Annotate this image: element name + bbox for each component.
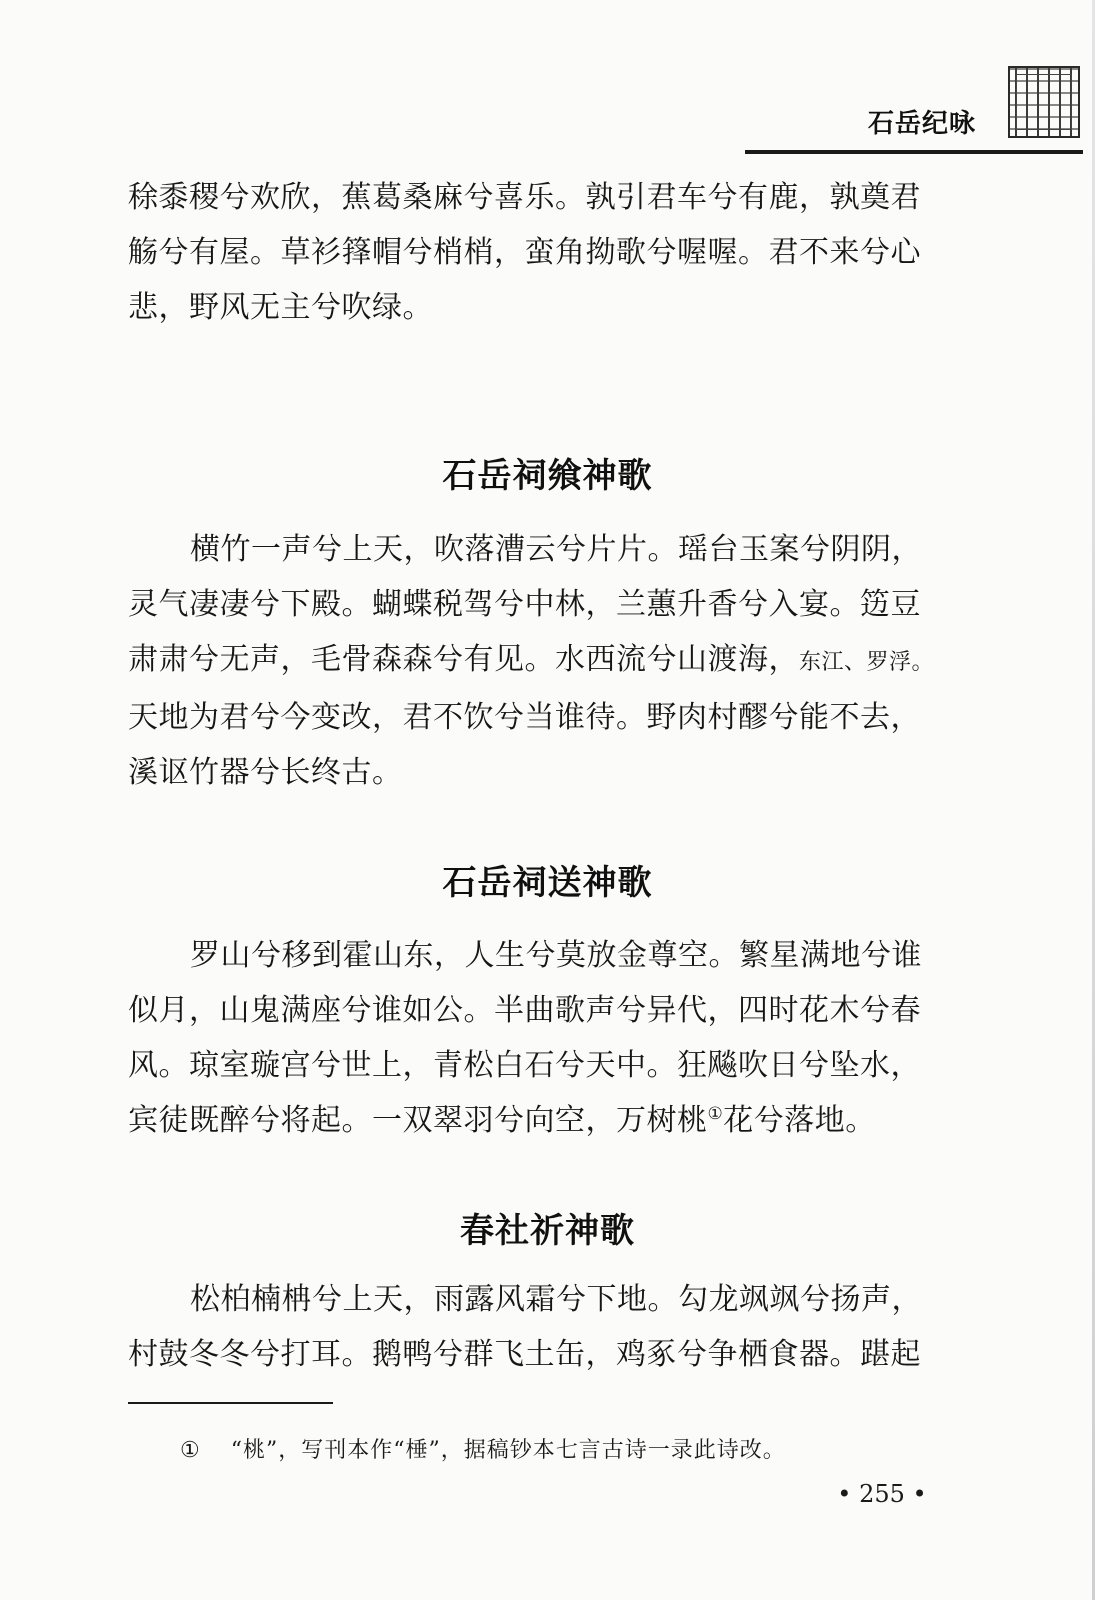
header-rule [745,150,1083,154]
text-line: 风。琼室璇宫兮世上，青松白石兮天中。狂飚吹日兮坠水， [128,1048,921,1083]
text-line: 悲，野风无主兮吹绿。 [128,290,433,325]
text-segment: 肃肃兮无声，毛骨森森兮有见。水西流兮山渡海， [128,642,799,677]
footnote [180,1433,786,1464]
section-paragraph [128,522,978,800]
text-line: 松柏楠柟兮上天，雨露风霜兮下地。勾龙飒飒兮扬声， [190,1282,922,1317]
text-segment: 宾徒既醉兮将起。一双翠羽兮向空，万树桃 [128,1103,708,1138]
intro-paragraph [128,170,978,335]
running-title: 石岳纪咏 [867,109,976,139]
text-segment: 花兮落地。 [723,1103,876,1138]
text-line: 觞兮有屋。草衫箨帽兮梢梢，蛮角拗歌兮喔喔。君不来兮心 [128,235,921,270]
text-line: 灵气凄凄兮下殿。蝴蝶税驾兮中林，兰蕙升香兮入宴。笾豆 [128,587,921,622]
seal-border [1016,74,1072,130]
text-line: 横竹一声兮上天，吹落漕云兮片片。瑶台玉案兮阴阴， [190,532,922,567]
text-line: 罗山兮移到霍山东，人生兮莫放金尊空。繁星满地兮谁 [190,938,922,973]
section-paragraph [128,1272,978,1382]
section-title: 石岳祠飨神歌 [442,456,653,496]
page-number: • 255 • [837,1480,927,1508]
footnote-rule [128,1402,333,1404]
section-paragraph [128,928,978,1148]
text-line: 天地为君兮今变改，君不饮兮当谁待。野肉村醪兮能不去， [128,700,921,735]
text-line: 稌黍稷兮欢欣，蕉葛桑麻兮喜乐。孰引君车兮有鹿，孰奠君 [128,180,921,215]
footnote-text: “桃”，写刊本作“棰”，据稿钞本七言古诗一录此诗改。 [230,1438,786,1463]
footnote-marker: ① [180,1438,201,1463]
text-line [128,632,978,690]
text-line: 村鼓冬冬兮打耳。鹅鸭兮群飞土缶，鸡豖兮争栖食器。踸起 [128,1337,921,1372]
seal-icon [1008,66,1080,138]
section-title: 石岳祠送神歌 [442,863,653,903]
text-line: 似月，山鬼满座兮谁如公。半曲歌声兮异代，四时花木兮春 [128,993,921,1028]
inline-note: 东江、罗浮。 [799,650,935,675]
section-title: 春社祈神歌 [460,1211,635,1251]
footnote-reference: ① [707,1104,724,1124]
text-line [128,1093,978,1148]
text-line: 溪讴竹器兮长终古。 [128,755,403,790]
